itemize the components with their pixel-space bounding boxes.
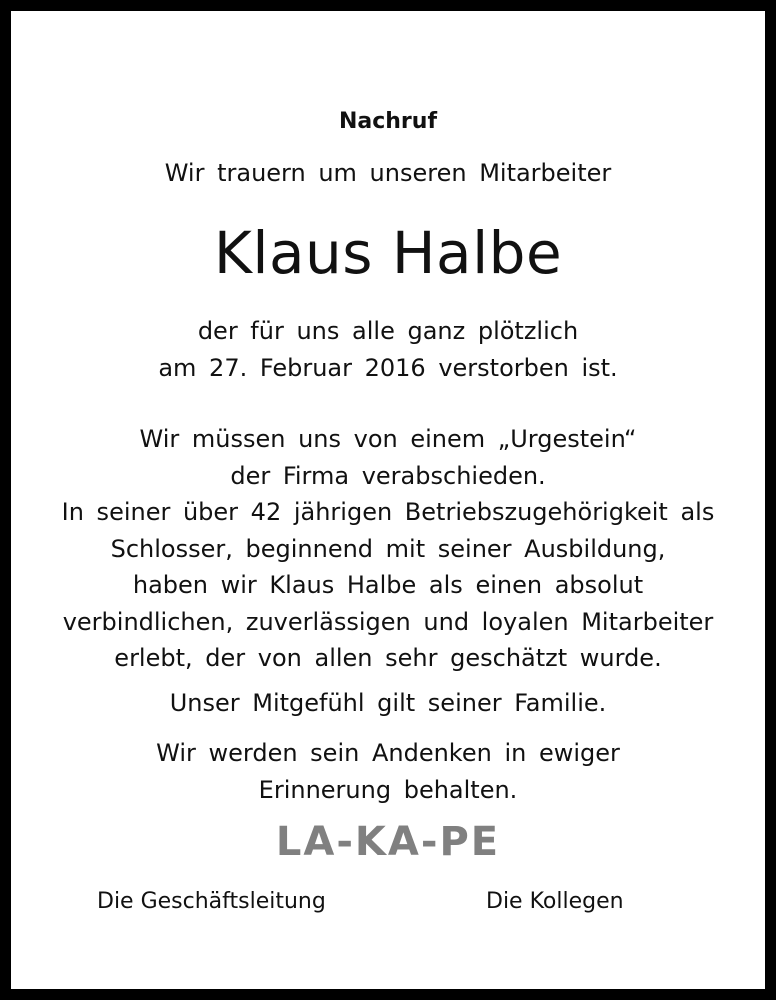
tribute-line: Wir müssen uns von einem „Urgestein“: [139, 425, 637, 453]
signature-colleagues: Die Kollegen: [486, 889, 624, 914]
tribute-paragraph: [11, 421, 765, 677]
company-logo: LA-KA-PE: [275, 819, 501, 865]
memory-paragraph: [11, 735, 765, 808]
tribute-line: In seiner über 42 jährigen Betriebszugehörigkeit als: [61, 498, 715, 526]
death-line: am 27. Februar 2016 verstorben ist.: [158, 353, 618, 382]
tribute-line: Schlosser, beginnend mit seiner Ausbildung,: [110, 534, 666, 563]
memory-line: Wir werden sein Andenken in ewiger: [156, 739, 620, 767]
tribute-line: erlebt, der von allen sehr geschätzt wurde.: [114, 644, 662, 672]
death-paragraph: [11, 313, 765, 386]
deceased-name: Klaus Halbe: [213, 219, 563, 287]
tribute-line: haben wir Klaus Halbe als einen absolut: [132, 571, 644, 599]
tribute-line: verbindlichen, zuverlässigen und loyalen Mitarbeiter: [62, 607, 714, 636]
death-line: der für uns alle ganz plötzlich: [197, 317, 579, 345]
tribute-line: der Firma verabschieden.: [230, 461, 546, 490]
condolence-line: Unser Mitgefühl gilt seiner Familie.: [169, 689, 607, 717]
intro-line: Wir trauern um unseren Mitarbeiter: [164, 159, 612, 187]
notice-heading: Nachruf: [338, 109, 438, 134]
memory-line: Erinnerung behalten.: [258, 775, 518, 804]
signature-management: Die Geschäftsleitung: [97, 889, 326, 914]
